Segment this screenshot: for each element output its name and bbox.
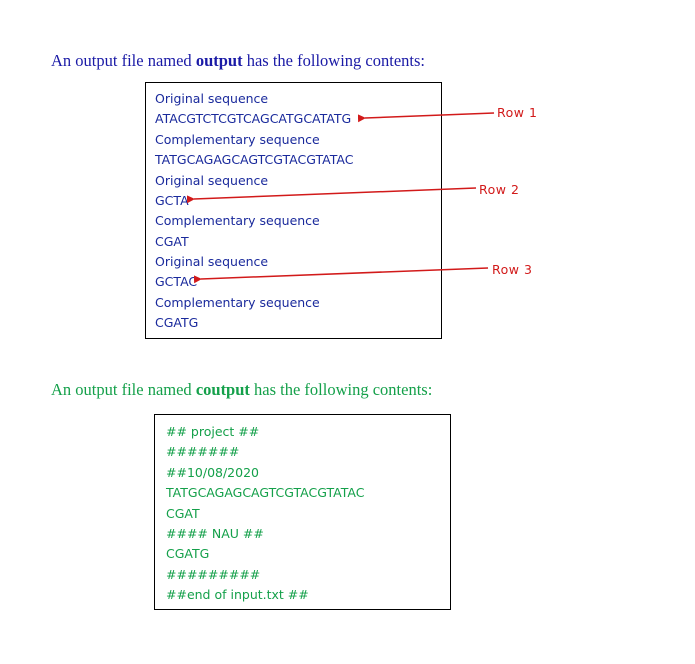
row-2-label: Row 2 [479, 182, 520, 197]
coutput-file-box [154, 414, 451, 610]
output-line: CGATG [155, 315, 199, 330]
coutput-line: #### NAU ## [166, 526, 264, 541]
row-1-label: Row 1 [497, 105, 538, 120]
row-1-arrow [365, 113, 494, 118]
output-line: Complementary sequence [155, 132, 320, 147]
coutput-line: ## project ## [166, 424, 260, 439]
output-line: GCTA [155, 193, 189, 208]
row-2-arrow [194, 188, 476, 199]
output-filename: output [195, 51, 243, 70]
output-line: Complementary sequence [155, 295, 320, 310]
output-line: Original sequence [155, 173, 269, 188]
row-3-label: Row 3 [492, 262, 533, 277]
coutput-line: CGAT [166, 506, 200, 521]
row-3-arrow [201, 268, 488, 279]
coutput-line: ##end of input.txt ## [166, 587, 309, 602]
coutput-line: ######### [166, 567, 261, 582]
output-line: Original sequence [155, 254, 269, 269]
output-line: GCTAC [155, 274, 198, 289]
coutput-line: ##10/08/2020 [166, 465, 259, 480]
coutput-heading-prefix: An output file named [51, 380, 196, 399]
coutput-filename: coutput [195, 380, 250, 399]
coutput-line: TATGCAGAGCAGTCGTACGTATAC [166, 485, 365, 500]
coutput-heading-suffix: has the following contents: [249, 380, 433, 399]
output-line: Complementary sequence [155, 213, 320, 228]
output-heading-prefix: An output file named [51, 51, 196, 70]
output-line: CGAT [155, 234, 189, 249]
coutput-heading [51, 380, 432, 400]
output-line: ATACGTCTCGTCAGCATGCATATG [155, 111, 352, 126]
coutput-line: CGATG [166, 546, 210, 561]
output-line: Original sequence [155, 91, 269, 106]
output-heading-suffix: has the following contents: [242, 51, 425, 70]
output-line: TATGCAGAGCAGTCGTACGTATAC [155, 152, 354, 167]
coutput-line: ####### [166, 444, 240, 459]
